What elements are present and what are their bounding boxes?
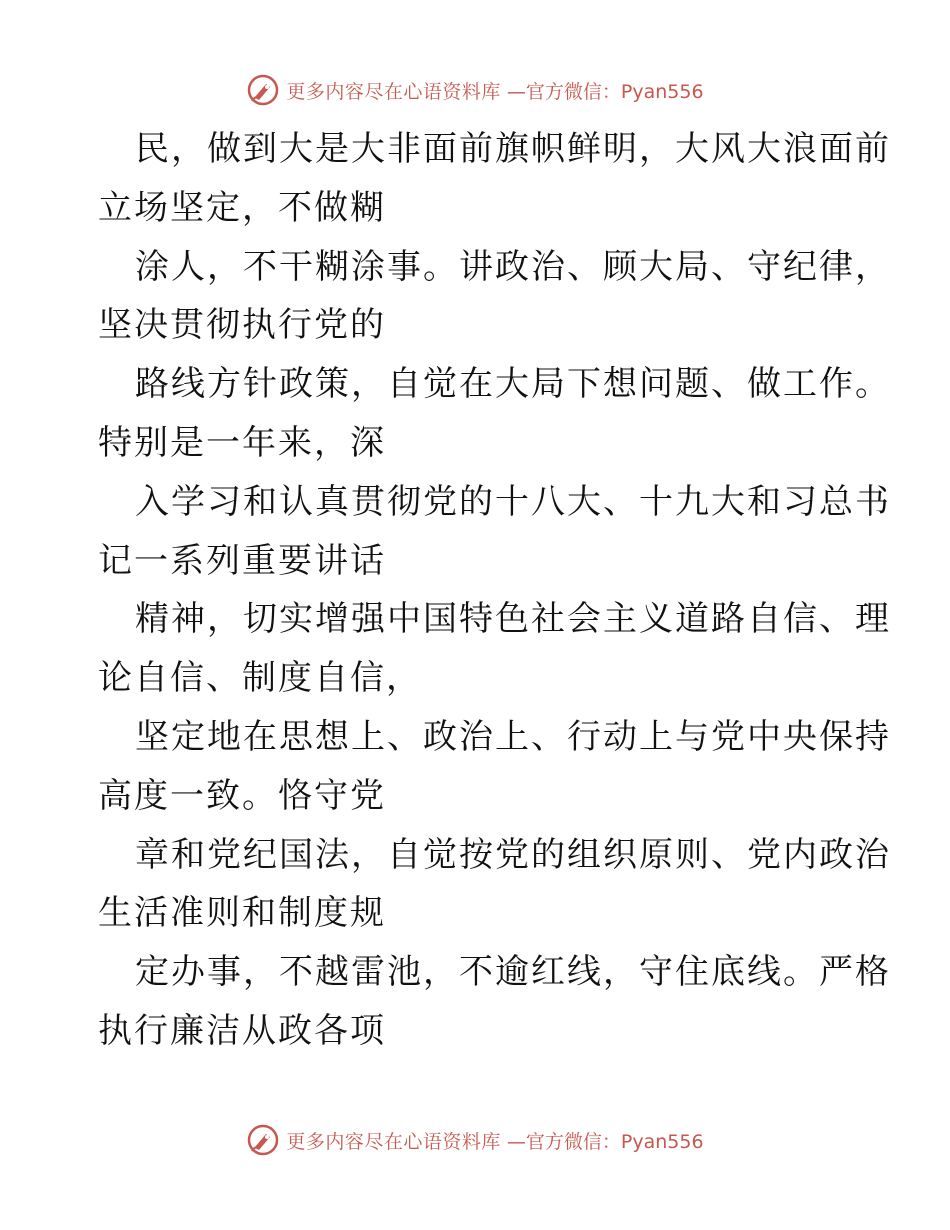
header-banner [0, 70, 950, 110]
pen-nib-logo-icon [246, 73, 280, 107]
footer-banner-content[interactable] [246, 1123, 703, 1157]
text-line: 论自信、制度自信， [98, 658, 422, 699]
body-text [98, 120, 891, 1061]
pen-nib-logo-icon [246, 1123, 280, 1157]
text-line: 章和党纪国法，自觉按党的组织原则、党内政治 [135, 834, 891, 875]
text-line: 坚决贯彻执行党的 [98, 305, 386, 346]
text-line: 特别是一年来，深 [98, 422, 386, 463]
text-line: 定办事，不越雷池，不逾红线，守住底线。严格 [135, 952, 891, 993]
text-line: 入学习和认真贯彻党的十八大、十九大和习总书 [135, 481, 891, 522]
text-line: 民，做到大是大非面前旗帜鲜明，大风大浪面前 [135, 129, 891, 169]
text-line: 执行廉洁从政各项 [98, 1010, 386, 1051]
text-line: 坚定地在思想上、政治上、行动上与党中央保持 [135, 716, 891, 757]
text-line: 涂人，不干糊涂事。讲政治、顾大局、守纪律， [135, 246, 891, 287]
text-line: 记一系列重要讲话 [98, 540, 386, 581]
footer-banner [0, 1120, 950, 1160]
header-banner-content[interactable] [246, 73, 703, 107]
text-line: 立场坚定，不做糊 [98, 187, 386, 228]
footer-site-text: 更多内容尽在心语资料库 [286, 1130, 501, 1153]
text-line: 高度一致。恪守党 [98, 775, 386, 816]
text-line: 路线方针政策，自觉在大局下想问题、做工作。 [135, 364, 891, 405]
text-line: 生活准则和制度规 [98, 893, 386, 934]
text-line: 精神，切实增强中国特色社会主义道路自信、理 [135, 599, 891, 640]
header-contact-text: —官方微信：Pyan556 [506, 80, 704, 103]
footer-contact-text: —官方微信：Pyan556 [506, 1130, 704, 1153]
header-site-text: 更多内容尽在心语资料库 [286, 80, 501, 103]
